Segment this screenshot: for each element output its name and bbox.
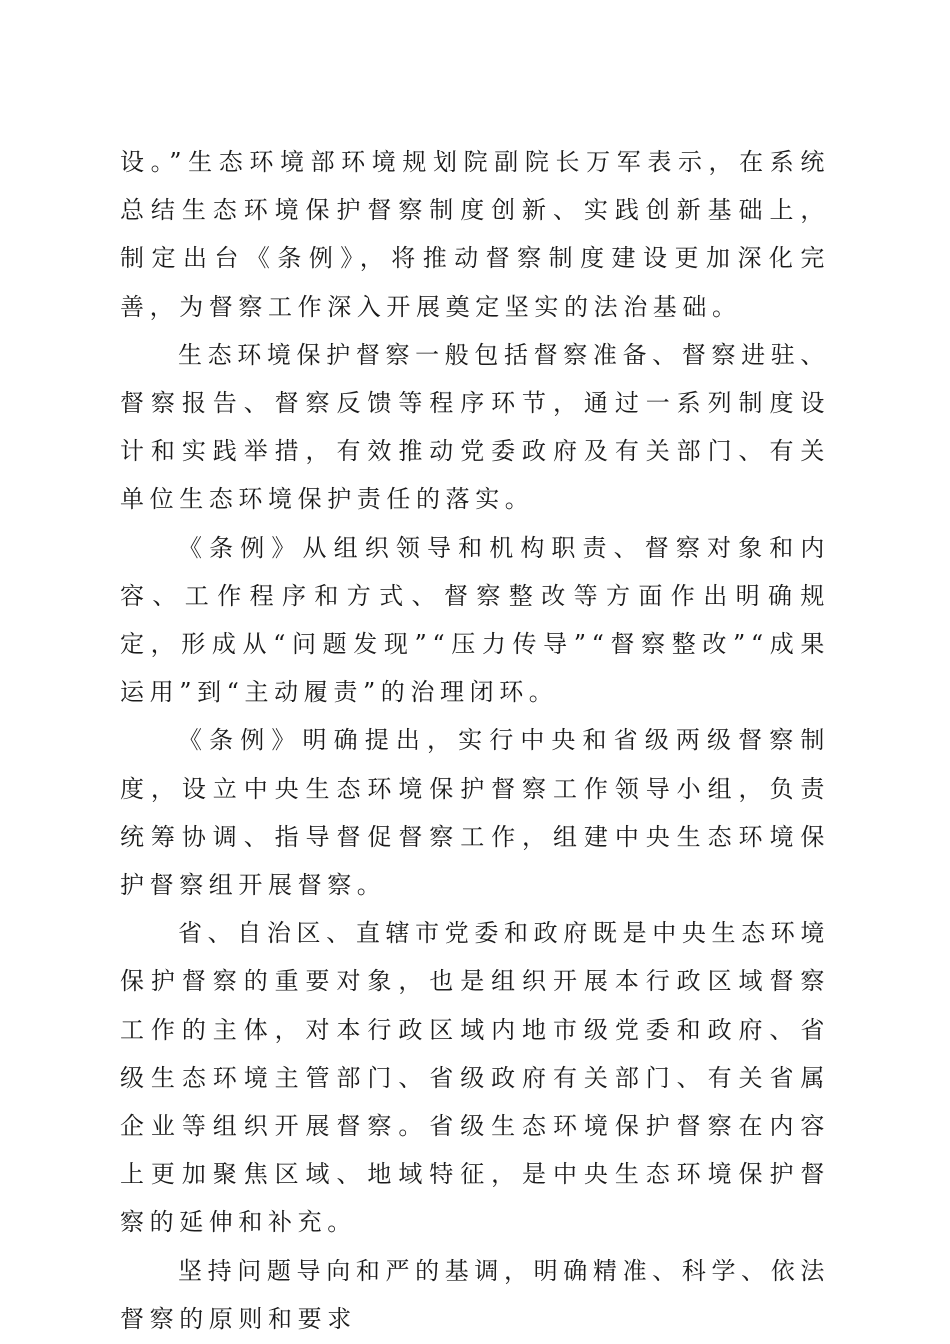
paragraph-two-level-system: 《条例》明确提出，实行中央和省级两级督察制度，设立中央生态环境保护督察工作领导小组，负责统筹协调、指导督促督察工作，组建中央生态环境保护督察组开展督察。	[120, 726, 830, 900]
paragraph-principles-heading: 坚持问题导向和严的基调，明确精准、科学、依法督察的原则和要求	[120, 1256, 830, 1333]
paragraph-regulations-scope: 《条例》从组织领导和机构职责、督察对象和内容、工作程序和方式、督察整改等方面作出明确规定，形成从“问题发现”“压力传导”“督察整改”“成果运用”到“主动履责”的治理闭环。	[120, 533, 830, 707]
paragraph-continuation: 设。”生态环境部环境规划院副院长万军表示，在系统总结生态环境保护督察制度创新、实践创新基础上，制定出台《条例》，将推动督察制度建设更加深化完善，为督察工作深入开展奠定坚实的法治基础。	[120, 148, 830, 321]
paragraph-provincial-inspection: 省、自治区、直辖市党委和政府既是中央生态环境保护督察的重要对象，也是组织开展本行政区域督察工作的主体，对本行政区域内地市级党委和政府、省级生态环境主管部门、省级政府有关部门、有关省属企业等组织开展督察。省级生态环境保护督察在内容上更加聚焦区域、地域特征，是中央生态环境保护督察的延伸和补充。	[120, 919, 830, 1237]
paragraph-procedure: 生态环境保护督察一般包括督察准备、督察进驻、督察报告、督察反馈等程序环节，通过一系列制度设计和实践举措，有效推动党委政府及有关部门、有关单位生态环境保护责任的落实。	[120, 340, 830, 514]
document-body	[120, 138, 830, 1343]
